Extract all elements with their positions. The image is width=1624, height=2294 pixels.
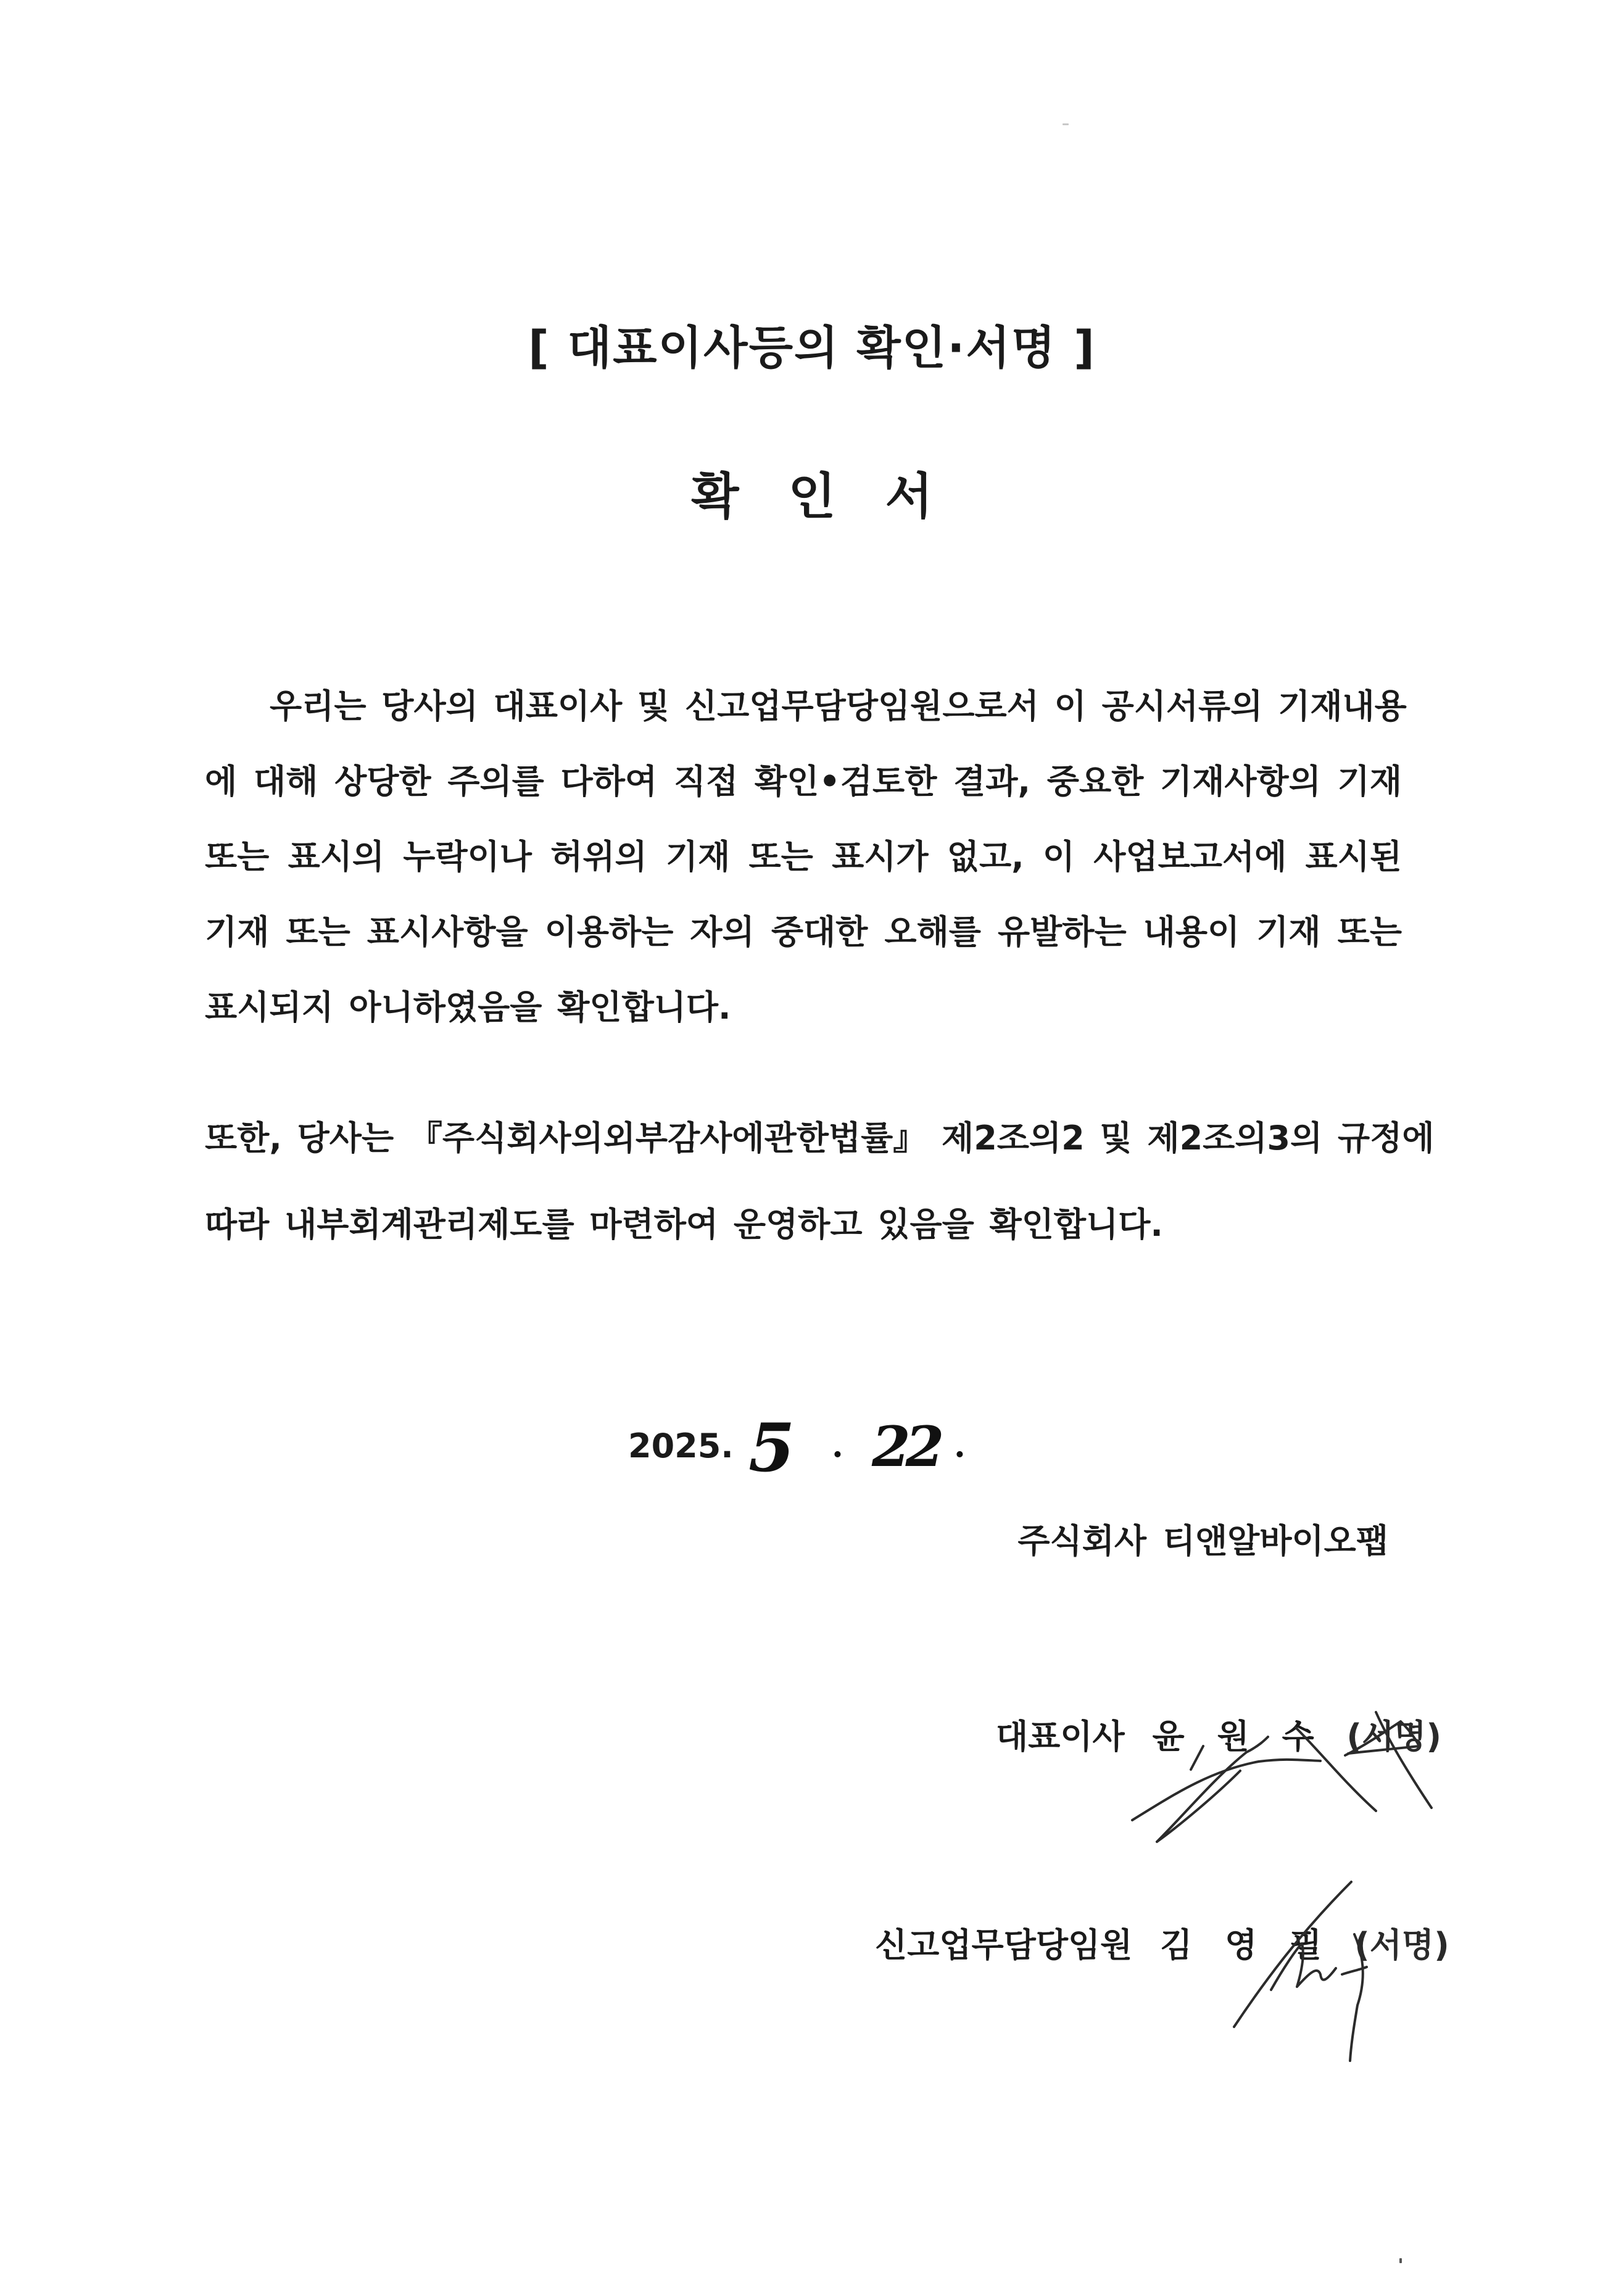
scan-speck bbox=[1063, 123, 1069, 125]
paragraph-line: 표시되지 아니하였음을 확인합니다. bbox=[205, 988, 731, 1027]
date-year: 2025. bbox=[628, 1427, 734, 1465]
signatory-name-char: 수 bbox=[1282, 1717, 1314, 1756]
date-month-handwritten: 5 bbox=[748, 1409, 795, 1487]
signatory-name-char: 윤 bbox=[1152, 1717, 1185, 1756]
paragraph-line: 또한, 당사는 『주식회사의외부감사에관한법률』 제2조의2 및 제2조의3의 규정에 bbox=[205, 1119, 1435, 1157]
signatory-reporting-officer bbox=[875, 1919, 1449, 1966]
signatory-name-char: 영 bbox=[1225, 1926, 1257, 1965]
paragraph-line: 우리는 당사의 대표이사 및 신고업무담당임원으로서 이 공시서류의 기재내용 bbox=[270, 687, 1407, 726]
section-title: [ 대표이사등의 확인·서명 ] bbox=[528, 321, 1096, 375]
company-name: 주식회사 티앤알바이오팹 bbox=[1017, 1522, 1388, 1560]
paragraph-line: 기재 또는 표시사항을 이용하는 자의 중대한 오해를 유발하는 내용이 기재 또는 bbox=[205, 913, 1402, 951]
scan-speck bbox=[1399, 2258, 1402, 2263]
date-separator: . bbox=[832, 1425, 843, 1465]
signatory-ceo bbox=[996, 1710, 1441, 1758]
handwritten-signature-reporting-officer bbox=[1228, 1863, 1413, 2073]
date-day-handwritten: 22 bbox=[872, 1414, 940, 1480]
signature-label: (서명) bbox=[1354, 1926, 1449, 1965]
paragraph-line: 또는 표시의 누락이나 허위의 기재 또는 표시가 없고, 이 사업보고서에 표시된 bbox=[205, 837, 1402, 876]
signature-label: (서명) bbox=[1346, 1717, 1442, 1756]
signatory-name-char: 김 bbox=[1160, 1926, 1193, 1965]
document-title: 확 인 서 bbox=[691, 468, 933, 525]
signatory-role: 신고업무담당임원 bbox=[875, 1926, 1133, 1965]
paragraph-line: 에 대해 상당한 주의를 다하여 직접 확인•검토한 결과, 중요한 기재사항의 기재 bbox=[205, 762, 1402, 801]
signatory-role: 대표이사 bbox=[996, 1717, 1125, 1756]
signatory-name-char: 원 bbox=[1217, 1717, 1249, 1756]
paragraph-line: 따라 내부회계관리제도를 마련하여 운영하고 있음을 확인합니다. bbox=[205, 1205, 1163, 1244]
date-end: . bbox=[954, 1425, 966, 1465]
signatory-name-char: 필 bbox=[1290, 1926, 1322, 1965]
